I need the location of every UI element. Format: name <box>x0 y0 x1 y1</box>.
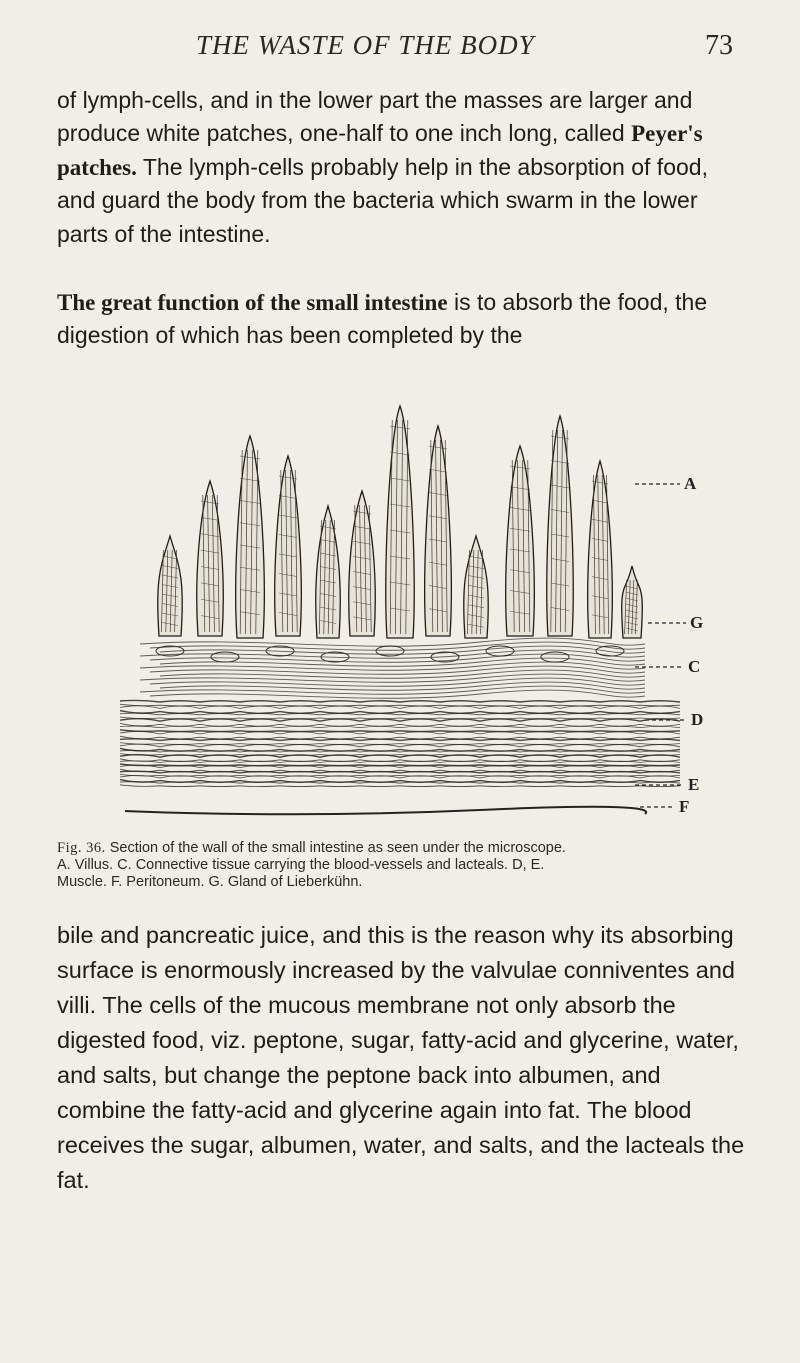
muscle-hatch-line <box>120 731 680 734</box>
villus <box>236 436 264 638</box>
caption-text-1: Section of the wall of the small intestine as seen under the microscope. <box>109 840 566 856</box>
paragraph-peyers-patches <box>57 84 747 251</box>
muscle-hatch-line <box>120 764 680 766</box>
villus <box>547 416 574 636</box>
muscle-hatch-line <box>120 719 680 722</box>
muscle-hatch-line <box>120 771 680 773</box>
muscle-hatch-line <box>120 754 680 756</box>
villi-group <box>158 406 643 638</box>
figure-caption <box>57 840 757 891</box>
villus <box>197 481 224 636</box>
connective-tissue-layer <box>140 638 645 698</box>
muscle-hatch-line <box>120 769 680 772</box>
intestine-section-drawing <box>100 386 720 846</box>
villus <box>275 456 302 636</box>
label-f-peritoneum: F <box>679 797 690 816</box>
gland-crypt <box>486 646 514 656</box>
muscle-hatch-line <box>120 759 680 762</box>
villus <box>425 426 452 636</box>
muscle-hatch-line <box>120 711 680 714</box>
muscle-hatch-line <box>120 748 680 751</box>
figure-number: Fig. 36. <box>57 840 106 856</box>
caption-line-2: A. Villus. C. Connective tissue carrying the blood-vessels and lacteals. D, E. <box>57 857 545 873</box>
label-a-villus: A <box>684 474 697 493</box>
muscle-hatch-line <box>120 713 680 715</box>
para1-text-b: The lymph-cells probably help in the absorption of food, and guard the body from the bacteria which swarm in the lower parts of the intestine. <box>57 153 708 247</box>
muscle-hatch-line <box>120 736 680 739</box>
villus <box>386 406 414 638</box>
paragraph-absorption: bile and pancreatic juice, and this is the reason why its absorbing surface is enormously increased by the valvulae conniventes and villi. The cells of the mucous membrane not only absorb the digested food, viz. peptone, sugar, fatty-acid and glycerine, water, and salts, but change the peptone back into albumen, and combine the fatty-acid and glycerine again into fat. The blood receives the sugar, albumen, water, and salts, and the lacteals the fat. <box>57 922 745 1193</box>
label-leader-lines <box>635 484 687 807</box>
gland-crypt <box>211 652 239 662</box>
label-d-muscle: D <box>691 710 704 729</box>
para2-text: is to absorb the food, the digestion of which has been completed by the <box>57 289 708 349</box>
muscle-hatch-line <box>120 774 680 776</box>
paragraph-small-intestine-function <box>57 286 747 353</box>
muscle-layer-bands <box>120 700 680 814</box>
muscle-hatch-line <box>120 743 680 745</box>
page-header <box>0 30 800 70</box>
label-e-muscle: E <box>688 775 700 794</box>
muscle-hatch-line <box>120 717 680 719</box>
label-c-connective: C <box>688 657 701 676</box>
muscle-hatch-line <box>120 726 680 728</box>
running-title: THE WASTE OF THE BODY <box>196 30 535 60</box>
muscle-hatch-line <box>120 700 680 702</box>
muscle-hatch-line <box>120 780 680 783</box>
label-g-gland: G <box>690 613 704 632</box>
villus <box>506 446 534 636</box>
connective-fiber <box>140 638 645 646</box>
muscle-hatch-line <box>120 730 680 732</box>
caption-line-3: Muscle. F. Peritoneum. G. Gland of Lieberkühn. <box>57 874 363 890</box>
lead-great-function: The great function of the small intestine <box>57 290 448 315</box>
muscle-hatch-line <box>120 744 680 747</box>
muscle-hatch-line <box>120 739 680 741</box>
muscle-hatch-line <box>120 704 680 706</box>
peritoneum-line <box>125 807 646 814</box>
para1-text-a: of lymph-cells, and in the lower part the masses are larger and produce white patches, one-half to one inch long, called <box>57 87 693 147</box>
page-number: 73 <box>705 30 733 61</box>
term-peyers-patches: Peyer's patches. <box>57 121 703 180</box>
gland-crypt <box>541 652 569 662</box>
intestine-wall-illustration <box>100 386 720 846</box>
muscle-hatch-line <box>120 761 680 763</box>
caption-line-1 <box>57 840 757 857</box>
muscle-hatch-line <box>120 723 680 726</box>
muscle-hatch-line <box>120 706 680 709</box>
muscle-hatch-line <box>120 785 680 787</box>
